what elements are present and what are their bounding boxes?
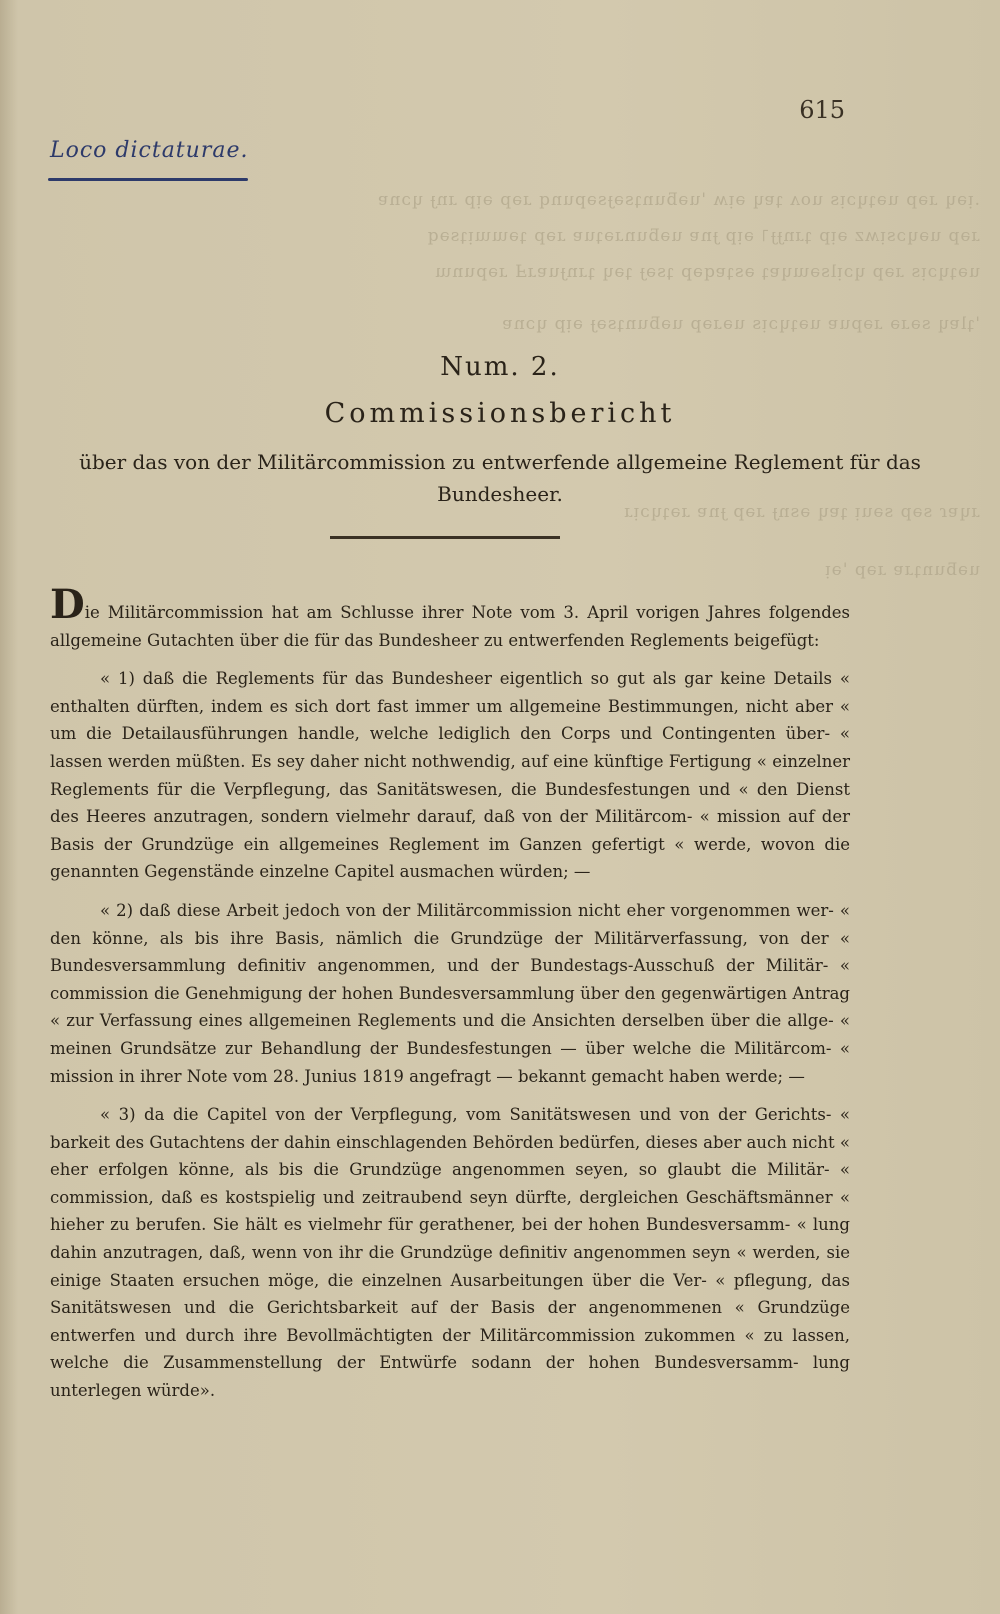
paragraph-1: « 1) daß die Reglements für das Bundesheer eigentlich so gut als gar keine Details « enthalten dürften, indem es sich dort fast immer um allgemeine Bestimmungen, nicht aber « um die Detailausführungen handle, welche lediglich den Corps und Contingenten über- « lassen werden müßten. Es sey daher nicht nothwendig, auf eine künftige Fertigung « einzelner Reglements für die Verpflegung, das Sanitätswesen, die Bundesfestungen und « den Dienst des Heeres anzutragen, sondern vielmehr darauf, daß von der Militärcom- « mission auf der Basis der Grundzüge ein allgemeines Reglement im Ganzen gefertigt « werde, wovon die genannten Gegenstände einzelne Capitel ausmachen würden; — — [50, 669, 850, 882]
paragraph-2: « 2) daß diese Arbeit jedoch von der Militärcommission nicht eher vorgenommen wer- « den könne, als bis ihre Basis, nämlich die Grundzüge der Militärverfassung, von der « Bundesversammlung definitiv angenommen, und der Bundestags-Ausschuß der Militär- « commission die Genehmigung der hohen Bundesversammlung über den gegenwärtigen Antrag « zur Verfassung eines allgemeinen Reglements und die Ansichten derselben über die allge- « meinen Grundsätze zur Behandlung der Bundesfestungen — über welche die Militärcom- « mission in ihrer Note vom 28. Junius 1819 angefragt — bekannt gemacht haben werde; — — [50, 900, 850, 1086]
report-body — [50, 581, 850, 1416]
intro-text: ie Militärcommission hat am Schlusse ihrer Note vom 3. April vorigen Jahres folgendes allgemeine Gutachten über die für das Bundesheer zu entwerfenden Reglements beigefügt: — [50, 603, 850, 650]
bleed-through-text: .ᴉǝɥ ɹǝp uǝʇɥɔᴉs uoʌ ʇɐɥ ǝᴉʍ 'uǝƃunʇsǝɟsǝpunq ɹǝp ǝᴉp ɹnɟ ɥɔnɐ — [377, 190, 980, 210]
bleed-through-text: uǝʇɥɔᴉs ɹǝp ɥɔᴉlsǝɯɥɐʇ ǝsʇɐqǝp ʇsǝɟ ʇǝɥ ʇɹnɟuɐɹℲ ɹǝpunɯ — [434, 262, 980, 282]
title-rule — [330, 536, 560, 539]
document-number: Num. 2. — [440, 352, 560, 382]
paragraph-3: « 3) da die Capitel von der Verpflegung, vom Sanitätswesen und von der Gerichts- « barkeit des Gutachtens der dahin einschlagenden Behörden bedürfen, dieses aber auch nicht « eher erfolgen könne, als bis die Grundzüge angenommen seyen, so glaubt die Militär- « commission, daß es kostspielig und zeitraubend seyn dürfte, dergleichen Geschäftsmänner « hieher zu berufen. Sie hält es vielmehr für gerathener, bei der hohen Bundesversamm- « lung dahin anzutragen, daß, wenn von ihr die Grundzüge definitiv angenommen seyn « werden, sie einige Staaten ersuchen möge, die einzelnen Ausarbeitungen über die Ver- « pflegung, das Sanitätswesen und die Gerichtsbarkeit auf der Basis der angenommenen « Grundzüge entwerfen und durch ihre Bevollmächtigten der Militärcommission zukommen « zu lassen, welche die Zusammenstellung der Entwürfe sodann der hohen Bundesversamm- lung unterlegen würde». — [50, 1105, 850, 1401]
document-subtitle: über das von der Militärcommission zu entwerfende allgemeine Reglement für das Bundesheer. — [79, 450, 921, 506]
drop-initial: D — [50, 581, 85, 628]
bleed-through-text: ɹɥɐɾ sǝp sǝuᴉ ʇɐɥ ǝsnɟ ɹǝp ɟnɐ ɹǝʇɥɔᴉɹ — [623, 502, 980, 522]
marginal-note-underline — [48, 178, 248, 181]
document-title: Commissionsbericht — [324, 398, 676, 429]
intro-paragraph — [50, 581, 850, 654]
bleed-through-text: 'ʇlɐɥ sǝɹǝ ɹǝpuɐ uǝʇɥɔᴉs uǝɹǝp uǝƃunʇsǝɟ ǝᴉp ɥɔnɐ — [501, 314, 980, 334]
bleed-through-text: ɹǝp uǝɥɔsᴉʍz ǝᴉp ʇɹnɟɟ˥ ǝᴉp ɟnɐ uǝƃunɹǝʇuɐ ɹǝp ʇǝɯɯᴉʇsǝq — [426, 226, 980, 246]
page-number: 615 — [799, 96, 845, 124]
marginal-note: Loco dictaturae. — [50, 138, 249, 163]
bleed-through-text: uǝƃunʇɹɐ ɹǝp 'ǝᴉ — [824, 560, 980, 580]
